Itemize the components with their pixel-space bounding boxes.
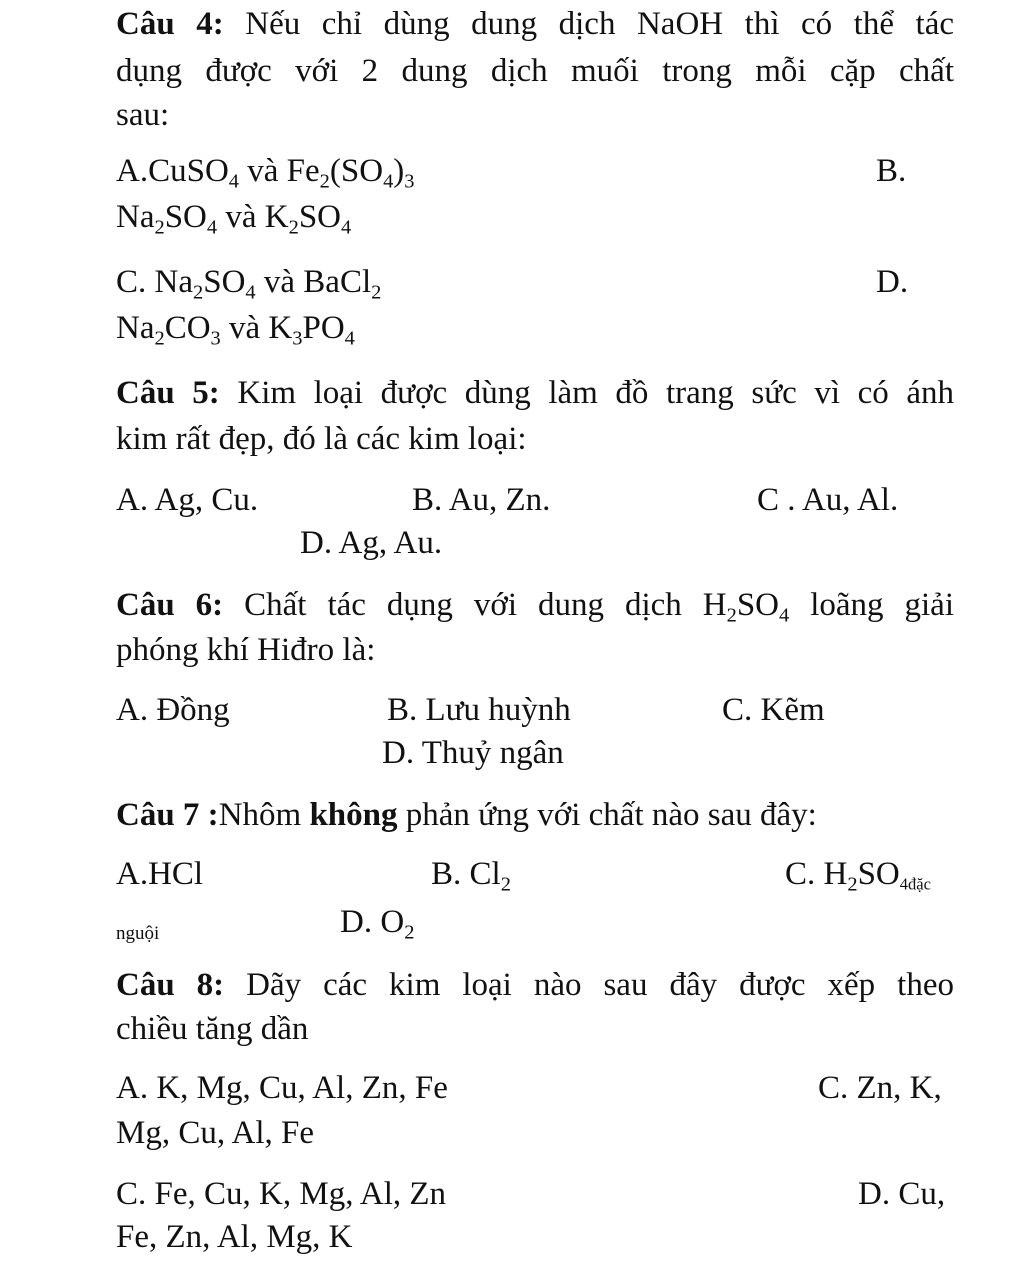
q6-option-d[interactable]: D. Thuỷ ngân [382, 735, 564, 771]
q8-option-a[interactable]: A. K, Mg, Cu, Al, Zn, Fe [116, 1070, 448, 1106]
q7-line-1: Câu 7 :Nhôm không phản ứng với chất nào sau đây: [116, 797, 817, 833]
q7-option-d[interactable]: D. $O_2$ [340, 904, 415, 944]
q4-option-b-letter[interactable]: B. [876, 153, 907, 189]
q4-line-2: dụng được với 2 dung dịch muối trong mỗi cặp chất [116, 53, 954, 89]
q8-line-1 [116, 969, 954, 1002]
q4-option-c-joiner: và [263, 264, 296, 300]
q5-line-1 [116, 377, 954, 410]
q7-option-c-continuation: nguội [116, 923, 160, 944]
q4-option-a[interactable]: A.CuSO$_4$ và $Fe_2(SO_4)_3$ [116, 153, 415, 193]
q5-label: Câu 5: [116, 375, 220, 411]
q7-option-c[interactable]: C. $H_2SO_{4đặc}$ [785, 856, 931, 896]
q6-line-1 [116, 587, 954, 627]
q4-option-b-joiner: và [225, 199, 257, 235]
q5-stem-1: Kim loại được dùng làm đồ trang sức vì có ánh [237, 375, 954, 411]
q7-emphasis: không [309, 797, 398, 833]
q6-stem-1b: loãng giải [810, 587, 954, 623]
q4-option-c[interactable]: C. $Na_2SO_4$ và BaCl$_2$ [116, 264, 382, 304]
q6-option-b[interactable]: B. Lưu huỳnh [387, 692, 571, 728]
q4-option-d[interactable]: $Na_2CO_3$ và $K_3PO_4$ [116, 310, 355, 350]
q4-option-d-letter[interactable]: D. [876, 264, 909, 300]
q8-stem-1: Dãy các kim loại nào sau đây được xếp theo [246, 967, 954, 1003]
q5-option-c[interactable]: C . Au, Al. [757, 482, 899, 518]
q4-option-d-joiner: và [229, 310, 261, 346]
q8-option-c[interactable]: C. Fe, Cu, K, Mg, Al, Zn [116, 1176, 447, 1212]
q4-stem-1: Nếu chỉ dùng dung dịch NaOH thì có thể tác [245, 6, 954, 42]
q8-option-b-continuation[interactable]: Mg, Cu, Al, Fe [116, 1115, 315, 1151]
q6-option-a[interactable]: A. Đồng [116, 692, 230, 728]
q7-label: Câu 7 : [116, 797, 219, 833]
q8-line-2: chiều tăng dần [116, 1011, 309, 1047]
q5-option-a[interactable]: A. Ag, Cu. [116, 482, 259, 518]
q6-formula: $H_2SO_4$ [702, 587, 790, 627]
q5-option-b[interactable]: B. Au, Zn. [412, 482, 551, 518]
q6-option-c[interactable]: C. Kẽm [722, 692, 825, 728]
q4-line-3: sau: [116, 97, 170, 133]
q4-option-a-joiner: và [247, 153, 279, 189]
q5-option-d[interactable]: D. Ag, Au. [300, 525, 443, 561]
q8-option-b[interactable]: C. Zn, K, [818, 1070, 942, 1106]
q6-label: Câu 6: [116, 587, 224, 623]
q4-label: Câu 4: [116, 6, 224, 42]
q6-line-2: phóng khí Hiđro là: [116, 632, 376, 668]
q5-line-2: kim rất đẹp, đó là các kim loại: [116, 421, 527, 457]
q7-option-a[interactable]: A.HCl [116, 856, 204, 892]
q8-label: Câu 8: [116, 967, 225, 1003]
q4-line-1 [116, 8, 954, 41]
q8-option-d-continuation[interactable]: Fe, Zn, Al, Mg, K [116, 1219, 353, 1255]
q4-option-a-letter: A. [116, 153, 149, 189]
q6-stem-1a: Chất tác dụng với dung dịch [244, 587, 682, 623]
q7-option-b[interactable]: B. $Cl_2$ [431, 856, 511, 896]
q8-option-d[interactable]: D. Cu, [858, 1176, 946, 1212]
q4-option-c-letter: C. [116, 264, 147, 300]
q4-option-b[interactable]: $Na_2SO_4$ và $K_2SO_4$ [116, 199, 352, 239]
